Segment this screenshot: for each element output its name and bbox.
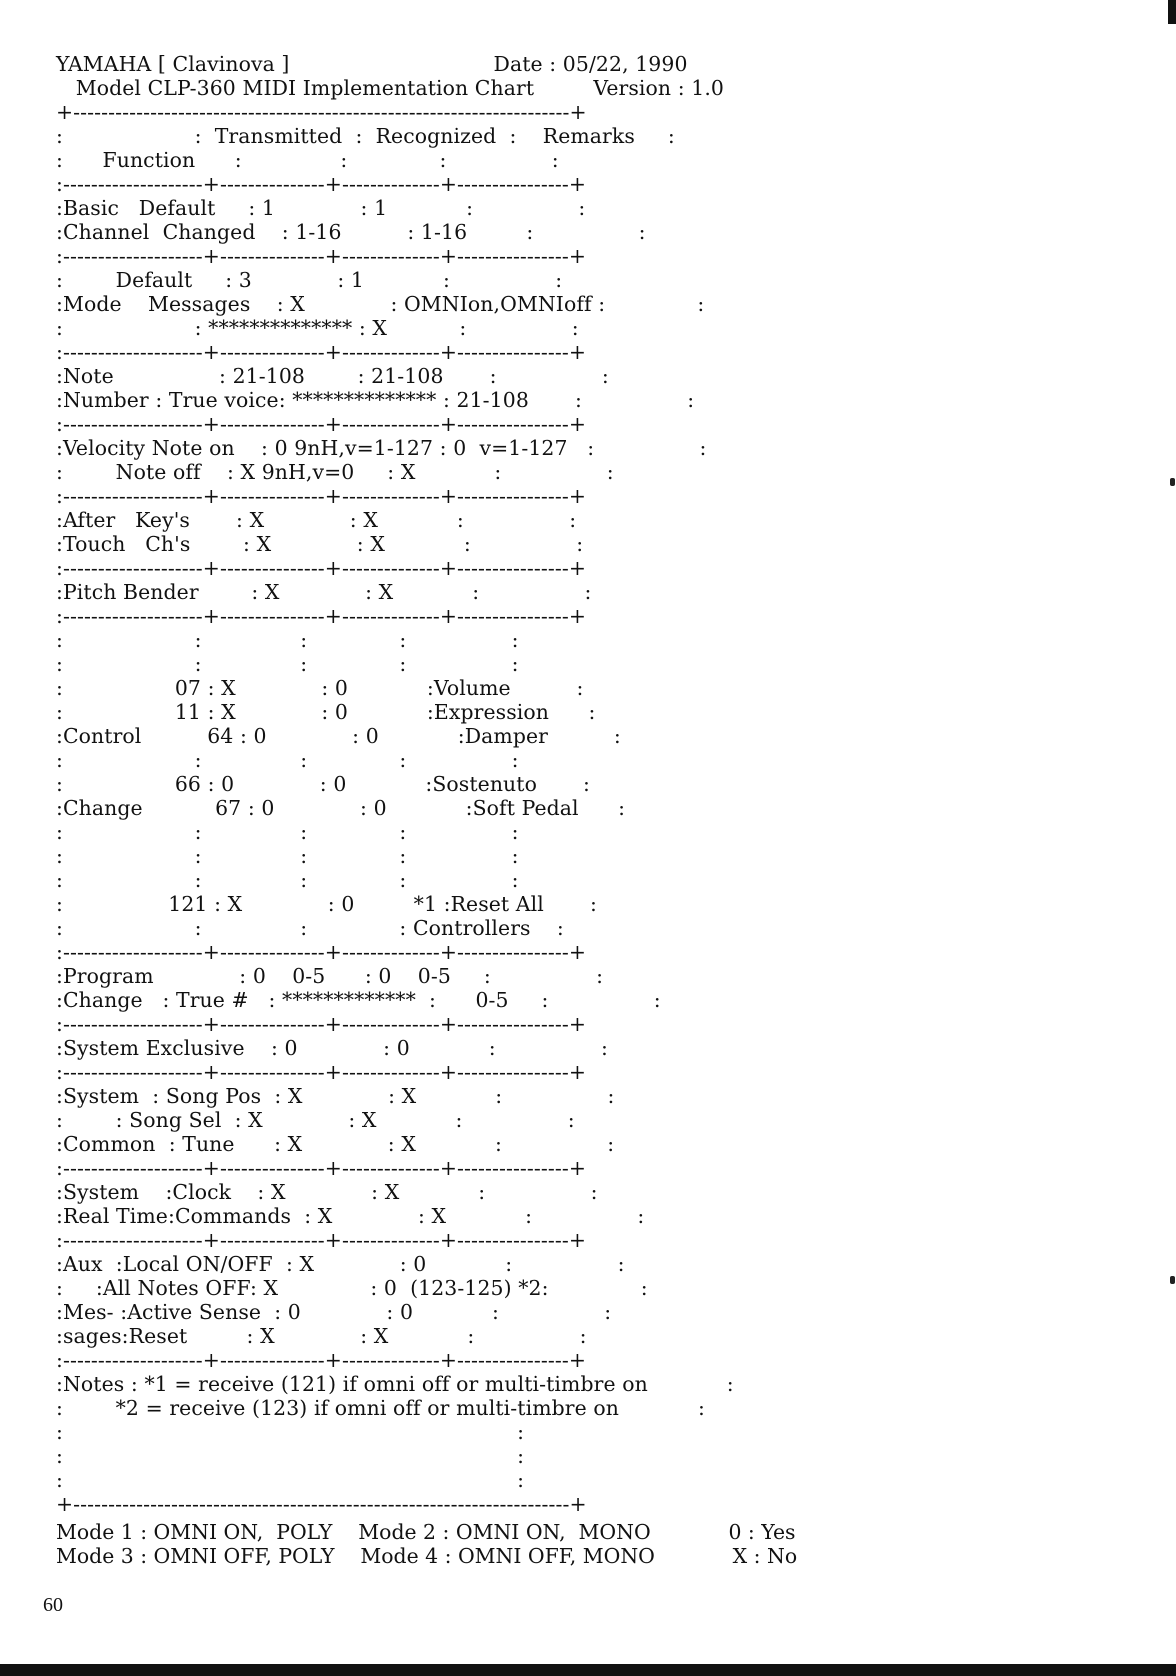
- chart-line: :--------------------+---------------+--------------+----------------+: [56, 1228, 587, 1252]
- chart-line: : : : : :: [56, 628, 519, 652]
- chart-line: Model CLP-360 MIDI Implementation Chart Version : 1.0: [56, 76, 724, 100]
- chart-line: : Note off : X 9nH,v=0 : X : :: [56, 460, 614, 484]
- chart-line: :Real Time:Commands : X : X : :: [56, 1204, 645, 1228]
- chart-line: :--------------------+---------------+--------------+----------------+: [56, 340, 587, 364]
- chart-line: :Change 67 : 0 : 0 :Soft Pedal :: [56, 796, 626, 820]
- chart-line: : :: [56, 1468, 525, 1492]
- chart-line: :Basic Default : 1 : 1 : :: [56, 196, 586, 220]
- chart-line: :System : Song Pos : X : X : :: [56, 1084, 615, 1108]
- chart-line: : : : : Controllers :: [56, 916, 564, 940]
- chart-line: : : : : :: [56, 820, 519, 844]
- chart-line: : *2 = receive (123) if omni off or multi-timbre on :: [56, 1396, 705, 1420]
- chart-line: :Common : Tune : X : X : :: [56, 1132, 615, 1156]
- chart-line: :--------------------+---------------+--------------+----------------+: [56, 604, 587, 628]
- chart-line: :--------------------+---------------+--------------+----------------+: [56, 1012, 587, 1036]
- chart-line: :Pitch Bender : X : X : :: [56, 580, 592, 604]
- chart-line: : 121 : X : 0 *1 :Reset All :: [56, 892, 597, 916]
- chart-line: :Aux :Local ON/OFF : X : 0 : :: [56, 1252, 625, 1276]
- scan-edge-mark: [1168, 0, 1176, 24]
- chart-line: : :: [56, 1444, 525, 1468]
- chart-line: :--------------------+---------------+--------------+----------------+: [56, 484, 587, 508]
- chart-line: : : : : :: [56, 844, 519, 868]
- chart-line: :System :Clock : X : X : :: [56, 1180, 598, 1204]
- chart-line: :Touch Ch's : X : X : :: [56, 532, 584, 556]
- chart-line: : : Transmitted : Recognized : Remarks :: [56, 124, 675, 148]
- chart-line: : 11 : X : 0 :Expression :: [56, 700, 596, 724]
- chart-line: : 66 : 0 : 0 :Sostenuto :: [56, 772, 590, 796]
- chart-line: : :All Notes OFF: X : 0 (123-125) *2: :: [56, 1276, 648, 1300]
- chart-line: :--------------------+---------------+--------------+----------------+: [56, 1156, 587, 1180]
- chart-line: +-----------------------------------------------------------------------+: [56, 100, 587, 124]
- chart-line: :sages:Reset : X : X : :: [56, 1324, 587, 1348]
- scan-speck: [1170, 478, 1175, 486]
- chart-line: :--------------------+---------------+--------------+----------------+: [56, 1060, 587, 1084]
- legend-line: Mode 1 : OMNI ON, POLY Mode 2 : OMNI ON, MONO 0 : Yes: [56, 1520, 796, 1544]
- chart-line: : : : : :: [56, 652, 519, 676]
- mode-legend: [56, 1520, 1106, 1568]
- chart-line: :Channel Changed : 1-16 : 1-16 : :: [56, 220, 646, 244]
- chart-line: : Default : 3 : 1 : :: [56, 268, 563, 292]
- legend-line: Mode 3 : OMNI OFF, POLY Mode 4 : OMNI OFF, MONO X : No: [56, 1544, 798, 1568]
- chart-line: :System Exclusive : 0 : 0 : :: [56, 1036, 608, 1060]
- chart-line: :Program : 0 0-5 : 0 0-5 : :: [56, 964, 604, 988]
- chart-line: :Control 64 : 0 : 0 :Damper :: [56, 724, 621, 748]
- chart-line: :--------------------+---------------+--------------+----------------+: [56, 172, 587, 196]
- chart-line: :Change : True # : ************* : 0-5 : :: [56, 988, 661, 1012]
- chart-line: : Function : : : :: [56, 148, 559, 172]
- chart-line: :Mes- :Active Sense : 0 : 0 : :: [56, 1300, 612, 1324]
- chart-line: :Velocity Note on : 0 9nH,v=1-127 : 0 v=1-127 : :: [56, 436, 707, 460]
- chart-line: :--------------------+---------------+--------------+----------------+: [56, 940, 587, 964]
- chart-line: : : : : :: [56, 748, 519, 772]
- chart-line: :--------------------+---------------+--------------+----------------+: [56, 244, 587, 268]
- chart-line: :--------------------+---------------+--------------+----------------+: [56, 1348, 587, 1372]
- chart-line: YAMAHA [ Clavinova ] Date : 05/22, 1990: [56, 52, 688, 76]
- chart-line: : 07 : X : 0 :Volume :: [56, 676, 584, 700]
- chart-line: : : : : :: [56, 868, 519, 892]
- midi-implementation-chart: [56, 52, 1106, 1516]
- chart-line: +-----------------------------------------------------------------------+: [56, 1492, 587, 1516]
- chart-line: : : Song Sel : X : X : :: [56, 1108, 575, 1132]
- scan-speck: [1170, 1276, 1175, 1284]
- chart-line: :--------------------+---------------+--------------+----------------+: [56, 412, 587, 436]
- chart-line: : :: [56, 1420, 525, 1444]
- chart-line: : : ************** : X : :: [56, 316, 579, 340]
- chart-line: :Mode Messages : X : OMNIon,OMNIoff : :: [56, 292, 705, 316]
- chart-line: :Notes : *1 = receive (121) if omni off or multi-timbre on :: [56, 1372, 734, 1396]
- page-number: 60: [43, 1594, 63, 1616]
- chart-line: :Number : True voice: ************** : 21-108 : :: [56, 388, 695, 412]
- chart-line: :--------------------+---------------+--------------+----------------+: [56, 556, 587, 580]
- chart-line: :After Key's : X : X : :: [56, 508, 577, 532]
- chart-line: :Note : 21-108 : 21-108 : :: [56, 364, 609, 388]
- page-bottom-rule: [0, 1664, 1176, 1676]
